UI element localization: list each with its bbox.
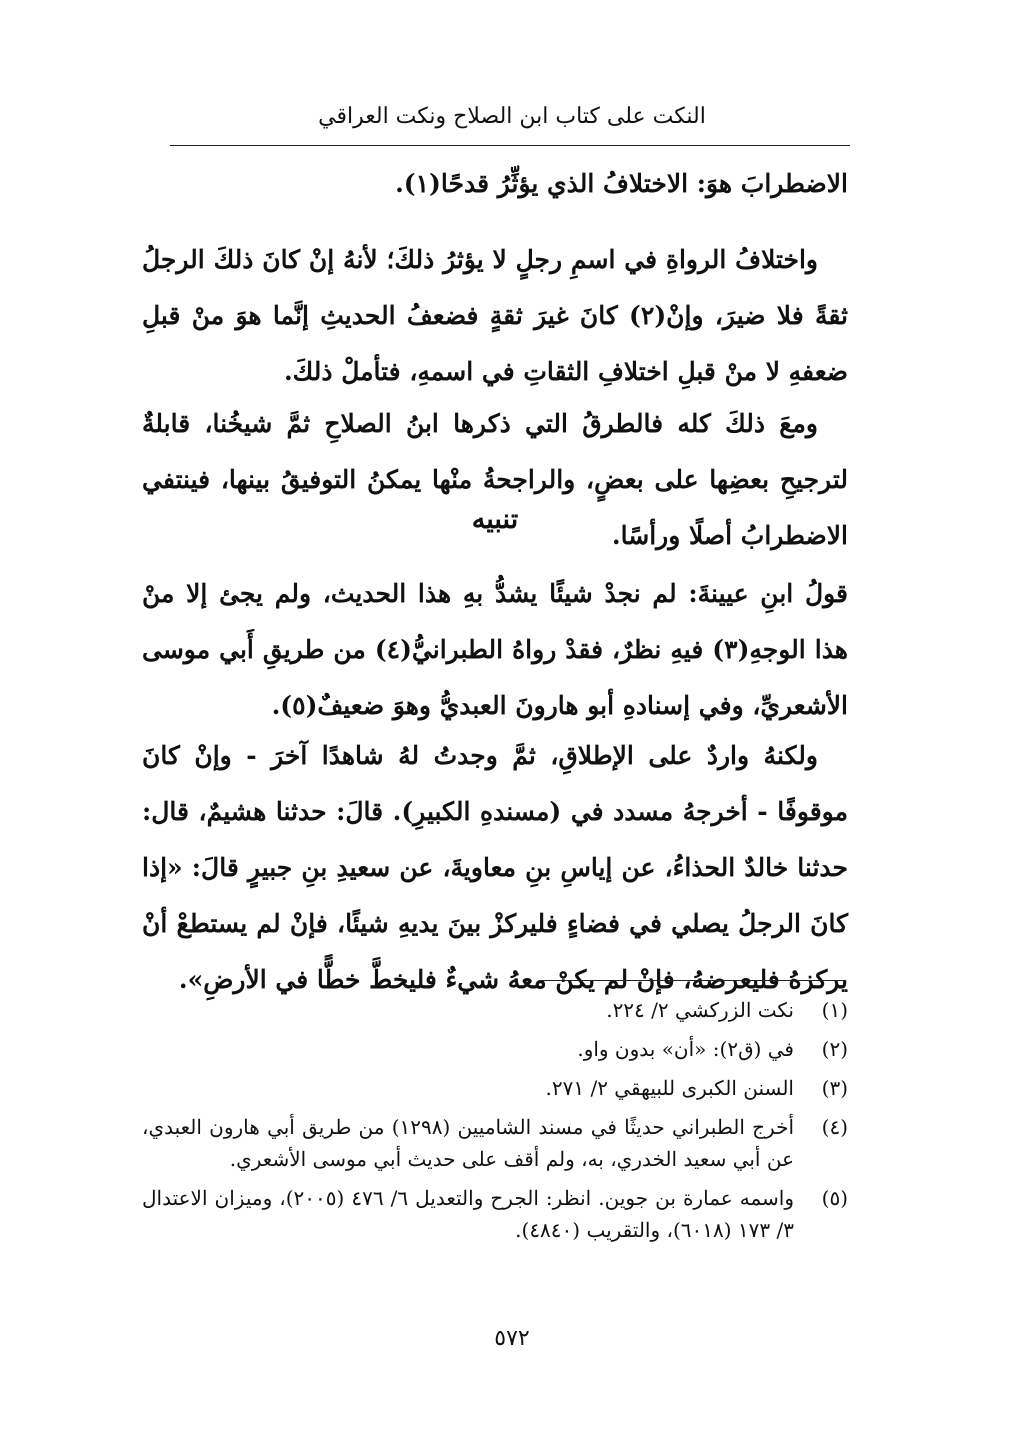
paragraph-4-text: لم نجدْ شيئًا يشدُّ بهِ هذا الحديث، ولم يجئ إلا منْ هذا الوجهِ(٣) فيهِ نظرٌ، فقدْ رواهُ الطبرانيُّ(٤) من طريقِ أَبي موسى الأشعريِّ، وفي إسنادهِ أبو هارونَ العبديُّ وهوَ ضعيفٌ(٥). — [142, 579, 848, 720]
paragraph-5-text: ولكنهُ واردٌ على الإطلاقِ، ثمَّ وجدتُ لهُ شاهدًا آخرَ - وإنْ كانَ موقوفًا - أخرجهُ مسدد في (مسندهِ الكبيرِ). قالَ: حدثنا هشيمٌ، قال: حدثنا خالدٌ الحذاءُ، عن إياسِ بنِ معاويةَ، عن سعيدِ بنِ جبيرٍ قالَ: — [142, 741, 848, 882]
footnote-number: (٢) — [821, 1037, 848, 1061]
header-rule — [170, 145, 850, 146]
footnote-rule — [540, 980, 846, 981]
footnote-text: أخرج الطبراني حديثًا في مسند الشاميين (١٢٩٨) من طريق أبي هارون العبدي، عن أبي سعيد الخدري، به، ولم أقف على حديث أبي موسى الأشعري. — [142, 1115, 795, 1171]
paragraph-5-quote: «إذا كانَ الرجلُ يصلي في فضاءٍ فليركزْ بينَ يديهِ شيئًا، فإنْ لم يستطعْ أنْ يركزهُ فليعرضهُ، فإنْ لم يكنْ معهُ شيءٌ فليخطَّ خطًّا في الأرضِ». — [142, 853, 848, 994]
paragraph-1: الاضطرابَ هوَ: الاختلافُ الذي يؤثِّرُ قدحًا(١). — [395, 169, 848, 198]
footnote-text: نكت الزركشي ٢/ ٢٢٤. — [606, 998, 794, 1022]
footnote-text: واسمه عمارة بن جوين. انظر: الجرح والتعديل ٦/ ٤٧٦ (٢٠٠٥)، وميزان الاعتدال ٣/ ١٧٣ (٦٠١٨)، والتقريب (٤٨٤٠). — [142, 1186, 794, 1242]
page-number: ٥٧٢ — [494, 1326, 530, 1351]
paragraph-2: واختلافُ الرواةِ في اسمِ رجلٍ لا يؤثرُ ذلكَ؛ لأنهُ إنْ كانَ ذلكَ الرجلُ ثقةً فلا ضيرَ، وإنْ(٢) كانَ غيرَ ثقةٍ فضعفُ الحديثِ إنَّما هوَ منْ قبلِ ضعفهِ لا منْ قبلِ اختلافِ الثقاتِ في اسمهِ، فتأملْ ذلكَ. — [142, 245, 849, 386]
footnote-number: (٥) — [821, 1186, 848, 1210]
footnote-item — [142, 1182, 848, 1246]
footnote-number: (٣) — [821, 1076, 848, 1100]
paragraph-3: ومعَ ذلكَ كله فالطرقُ التي ذكرها ابنُ الصلاحِ ثمَّ شيخُنا، قابلةٌ لترجيحِ بعضِها على بعضٍ، والراجحةُ منْها يمكنُ التوفيقُ بينها، فينتفي الاضطرابُ أصلًا ورأسًا. — [142, 409, 848, 550]
footnote-item — [142, 1072, 848, 1104]
paragraph-5 — [142, 728, 848, 1008]
footnote-number: (٤) — [821, 1115, 848, 1139]
paragraph-4 — [142, 566, 848, 734]
footnote-item — [142, 1111, 848, 1175]
footnote-text: في (ق٢): «أن» بدون واو. — [577, 1037, 794, 1061]
footnote-item — [142, 1033, 848, 1065]
footnotes — [142, 994, 848, 1253]
footnote-number: (١) — [821, 998, 848, 1022]
footnote-text: السنن الكبرى للبيهقي ٢/ ٢٧١. — [545, 1076, 794, 1100]
running-title: النكت على كتاب ابن الصلاح ونكت العراقي — [318, 104, 706, 129]
footnote-item — [142, 994, 848, 1026]
section-heading: تنبيه — [471, 504, 519, 535]
paragraph-4-lead: قولُ ابنِ عيينةَ: — [688, 579, 848, 608]
